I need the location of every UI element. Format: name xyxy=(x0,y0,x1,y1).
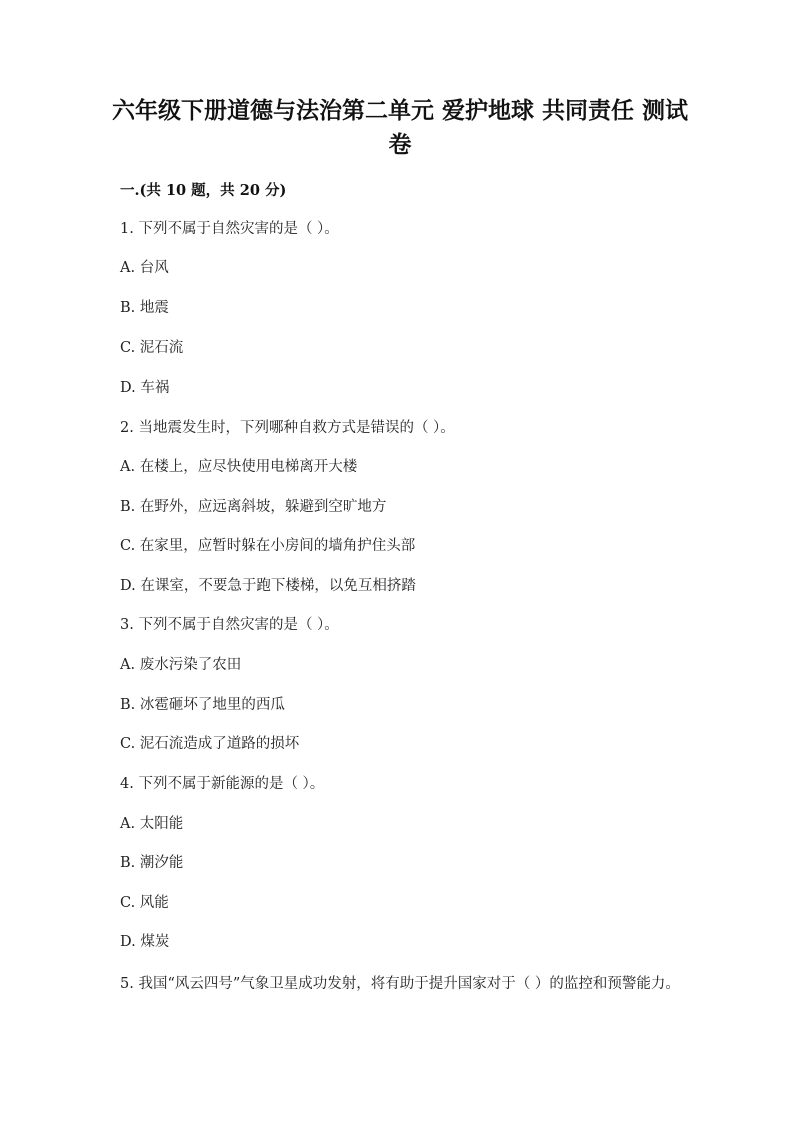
question-3-option-a: A. 废水污染了农田 xyxy=(120,657,242,673)
section-header: 一.(共 10 题，共 20 分) xyxy=(120,182,287,199)
exam-title: 六年级下册道德与法治第二单元 爱护地球 共同责任 测试卷 xyxy=(111,97,689,158)
question-3-option-b: B. 冰雹砸坏了地里的西瓜 xyxy=(120,697,285,713)
question-2-option-c: C. 在家里，应暂时躲在小房间的墙角护住头部 xyxy=(120,538,416,554)
question-4-option-c: C. 风能 xyxy=(120,895,169,911)
question-2-option-a: A. 在楼上，应尽快使用电梯离开大楼 xyxy=(120,459,358,475)
question-1-option-c: C. 泥石流 xyxy=(120,340,184,356)
question-2-option-b: B. 在野外，应远离斜坡，躲避到空旷地方 xyxy=(120,499,387,515)
question-1-option-a: A. 台风 xyxy=(120,260,169,276)
question-2-stem: 2. 当地震发生时，下列哪种自救方式是错误的（ ）。 xyxy=(120,420,455,436)
question-4-option-b: B. 潮汐能 xyxy=(120,855,184,871)
question-1-stem: 1. 下列不属于自然灾害的是（ ）。 xyxy=(120,221,339,237)
question-5-stem: 5. 我国“风云四号”气象卫星成功发射，将有助于提升国家对于（ ）的监控和预警能力。 xyxy=(120,976,680,992)
question-4-option-a: A. 太阳能 xyxy=(120,816,184,832)
question-4-option-d: D. 煤炭 xyxy=(120,934,170,950)
question-4-stem: 4. 下列不属于新能源的是（ ）。 xyxy=(120,776,325,792)
question-1-option-d: D. 车祸 xyxy=(120,380,170,396)
question-3-option-c: C. 泥石流造成了道路的损坏 xyxy=(120,736,300,752)
question-2-option-d: D. 在课室，不要急于跑下楼梯，以免互相挤踏 xyxy=(120,578,416,594)
question-3-stem: 3. 下列不属于自然灾害的是（ ）。 xyxy=(120,617,339,633)
question-1-option-b: B. 地震 xyxy=(120,300,169,316)
